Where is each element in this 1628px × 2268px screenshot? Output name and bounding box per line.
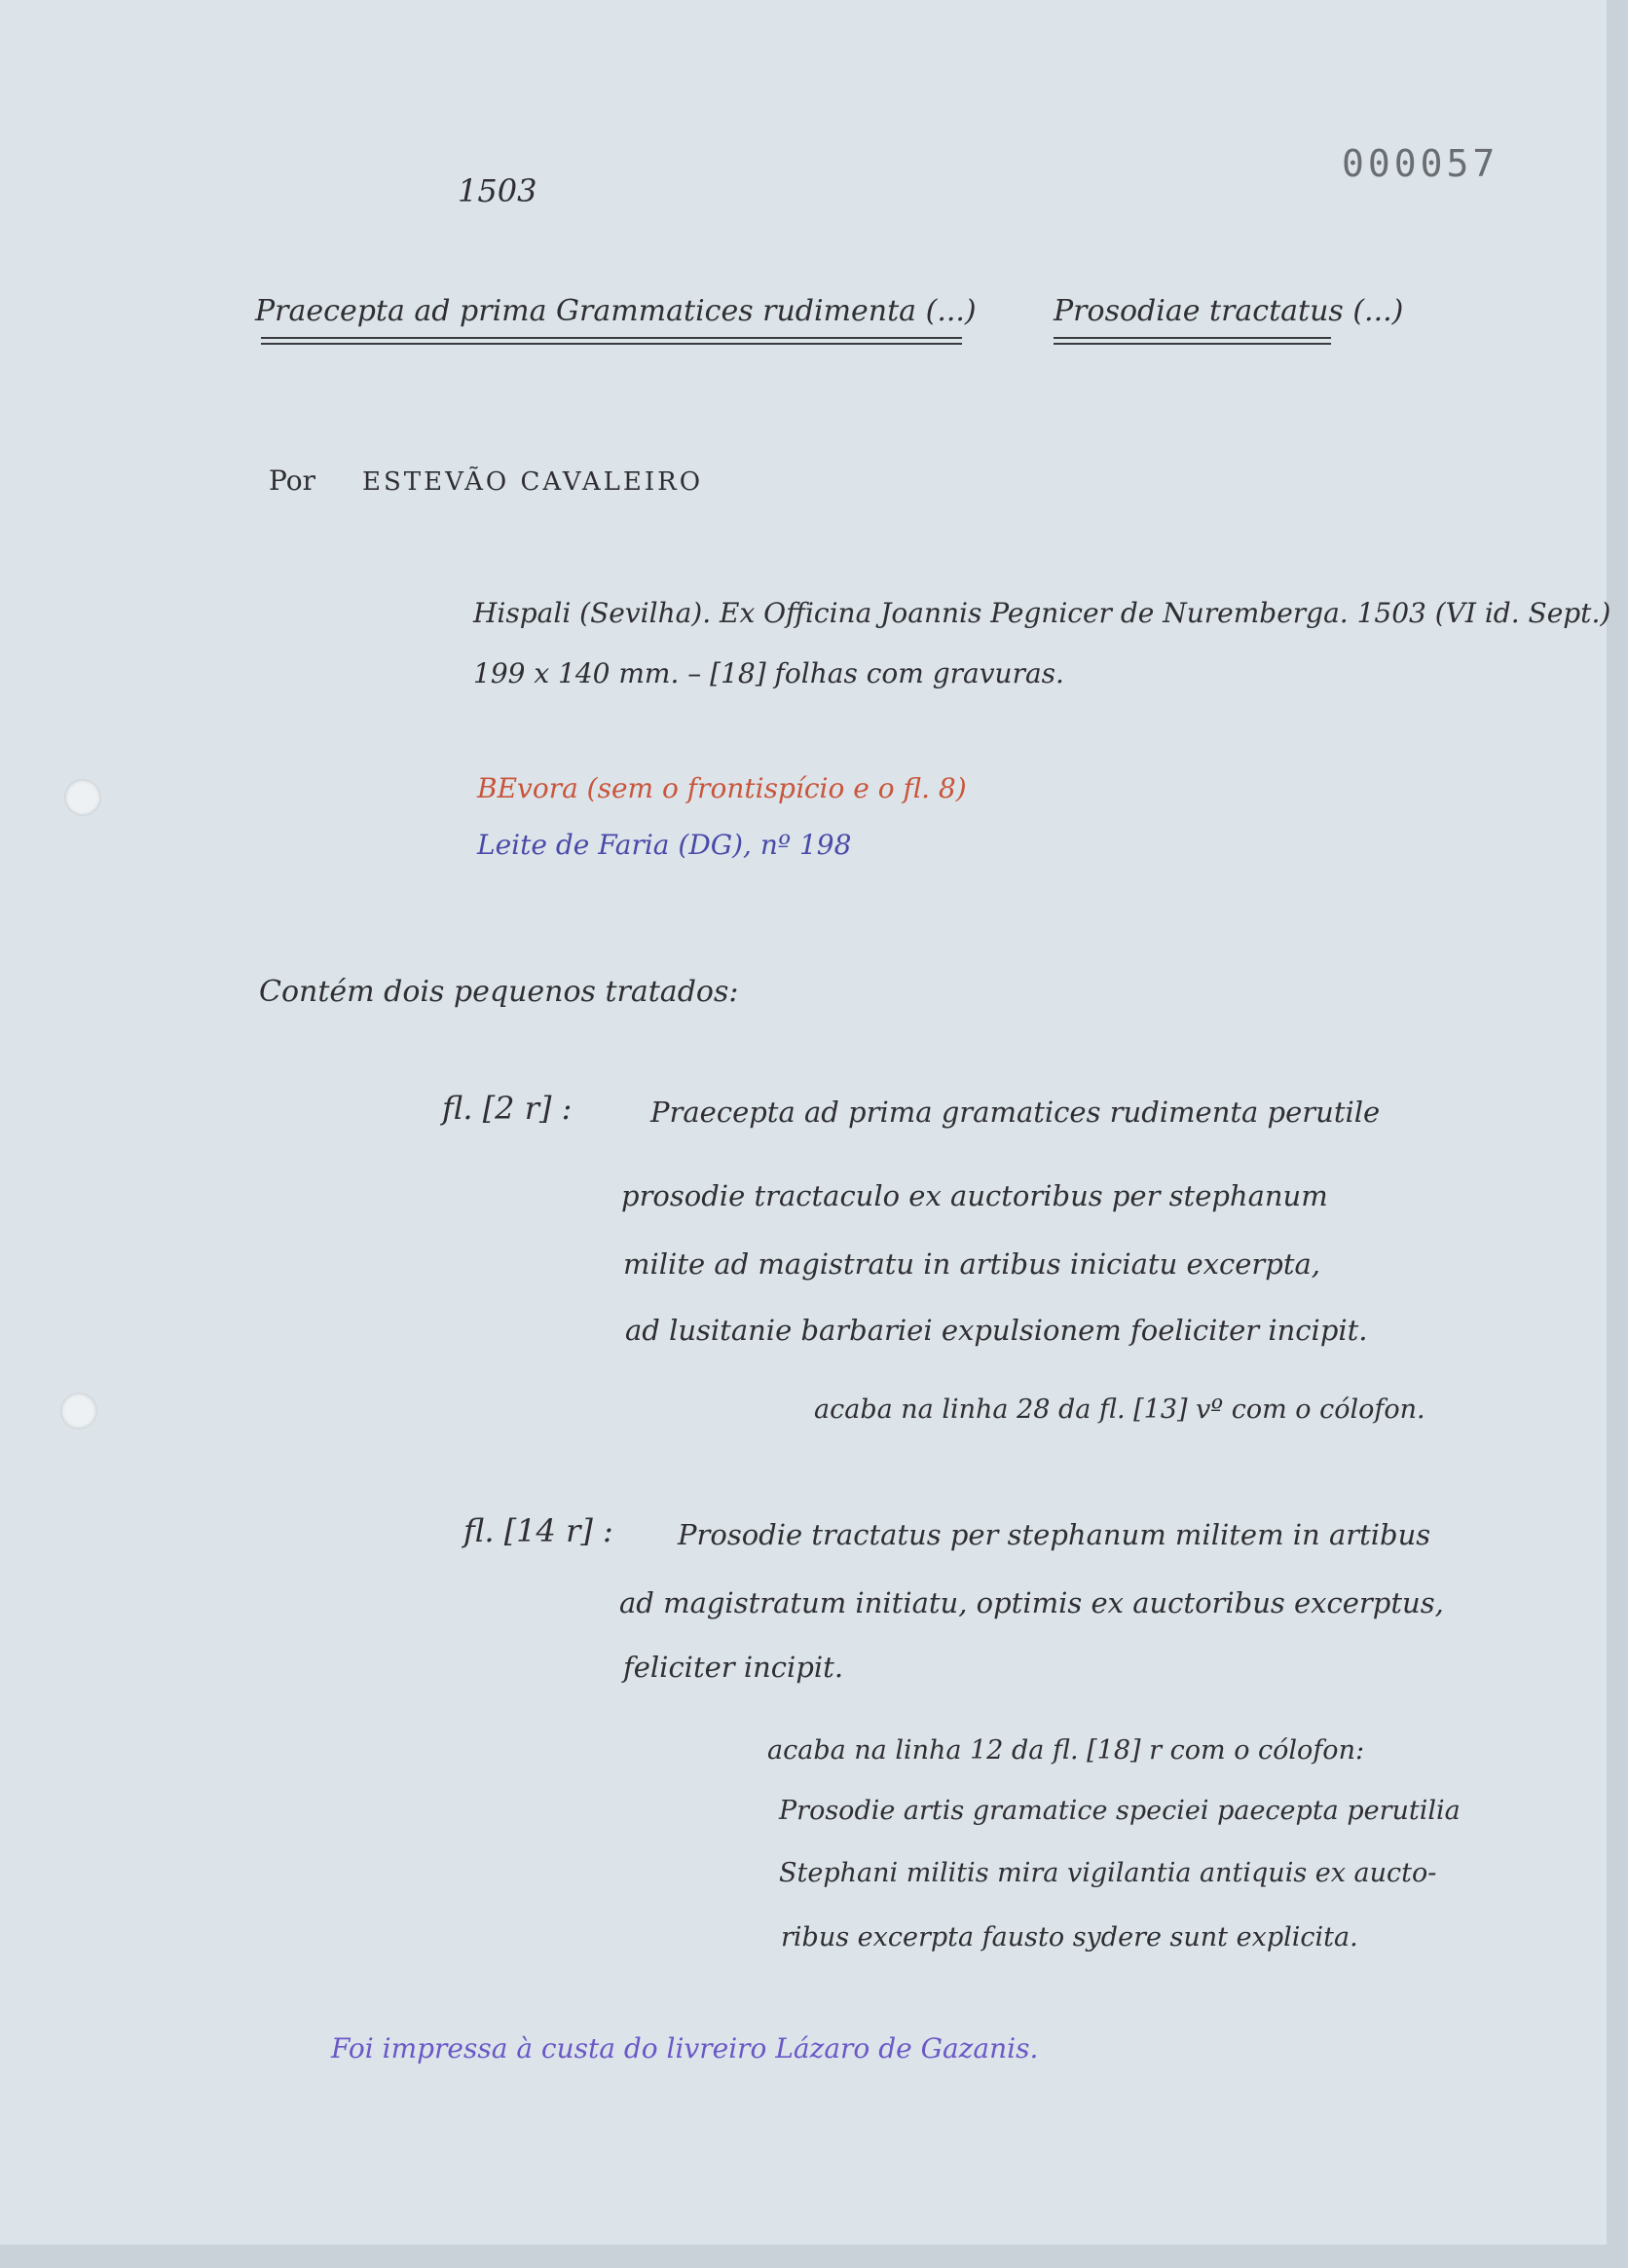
title-part1: Praecepta ad prima Grammatices rudimenta (...) — [255, 294, 977, 328]
author-prefix: Por — [269, 465, 315, 497]
scan-edge-bottom — [0, 2245, 1628, 2268]
treatise1-ending: acaba na linha 28 da fl. [13] vº com o cólofon. — [814, 1394, 1425, 1425]
treatise2-line: Prosodie tractatus per stephanum militem in artibus — [678, 1518, 1431, 1551]
treatise2-ending-line: Prosodie artis gramatice speciei paecepta perutilia — [779, 1796, 1461, 1826]
title-part2-underline-2 — [1054, 343, 1331, 345]
imprint-line1: Hispali (Sevilha). Ex Officina Joannis Pegnicer de Nuremberga. 1503 (VI id. Sept.) — [473, 597, 1611, 629]
title-part2: Prosodiae tractatus (...) — [1054, 294, 1404, 328]
title-part1-underline — [261, 337, 962, 339]
scan-edge-right — [1607, 0, 1628, 2268]
title-part2-underline — [1054, 337, 1331, 339]
imprint-line2: 199 x 140 mm. – [18] folhas com gravuras. — [473, 657, 1064, 689]
contents-heading: Contém dois pequenos tratados: — [259, 975, 739, 1009]
treatise1-folio: fl. [2 r] : — [442, 1090, 573, 1127]
treatise1-line: ad lusitanie barbariei expulsionem foeliciter incipit. — [625, 1314, 1368, 1347]
title-part1-underline-2 — [261, 343, 962, 345]
treatise2-line: ad magistratum initiatu, optimis ex auctoribus excerptus, — [619, 1586, 1444, 1619]
treatise2-line: feliciter incipit. — [623, 1651, 844, 1684]
stamp-number: 000057 — [1342, 142, 1499, 185]
treatise1-line: Praecepta ad prima gramatices rudimenta perutile — [650, 1096, 1381, 1129]
treatise1-line: milite ad magistratu in artibus iniciatu excerpta, — [623, 1247, 1320, 1281]
treatise2-folio: fl. [14 r] : — [463, 1512, 613, 1549]
location-leite-de-faria: Leite de Faria (DG), nº 198 — [477, 829, 852, 861]
treatise2-ending-line: acaba na linha 12 da fl. [18] r com o cólofon: — [767, 1735, 1365, 1766]
location-bevora: BEvora (sem o frontispício e o fl. 8) — [477, 772, 967, 804]
treatise2-ending-line: ribus excerpta fausto sydere sunt explicita. — [781, 1922, 1358, 1952]
year: 1503 — [458, 172, 537, 209]
punch-hole-icon — [64, 779, 101, 816]
treatise2-ending-line: Stephani militis mira vigilantia antiquis ex aucto- — [779, 1858, 1437, 1888]
punch-hole-icon — [60, 1393, 97, 1430]
author-name: ESTEVÃO CAVALEIRO — [362, 467, 704, 497]
treatise1-line: prosodie tractaculo ex auctoribus per stephanum — [621, 1179, 1328, 1212]
footer-note: Foi impressa à custa do livreiro Lázaro de Gazanis. — [331, 2032, 1039, 2064]
